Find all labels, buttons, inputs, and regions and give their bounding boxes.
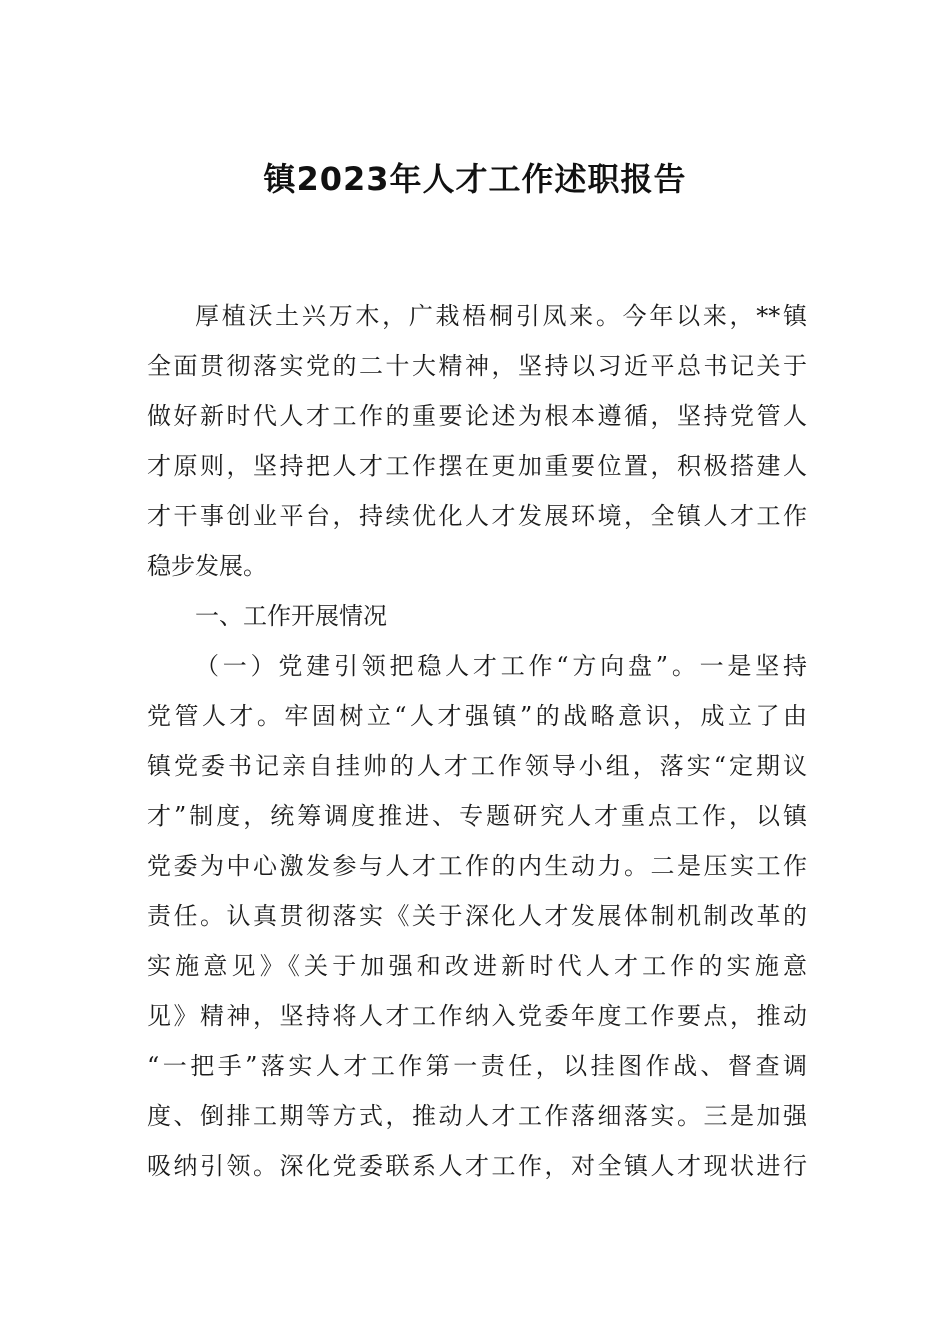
paragraph-line-12: 党委为中心激发参与人才工作的内生动力。二是压实工作 bbox=[147, 852, 807, 880]
paragraph-line-15: 见》精神，坚持将人才工作纳入党委年度工作要点，推动 bbox=[147, 1002, 807, 1030]
section-heading: 一、工作开展情况 bbox=[195, 602, 387, 630]
paragraph-line-3: 做好新时代人才工作的重要论述为根本遵循，坚持党管人 bbox=[147, 402, 807, 430]
paragraph-line-2: 全面贯彻落实党的二十大精神，坚持以习近平总书记关于 bbox=[147, 352, 807, 380]
paragraph-line-4: 才原则，坚持把人才工作摆在更加重要位置，积极搭建人 bbox=[147, 452, 807, 480]
paragraph-line-14: 实施意见》《关于加强和改进新时代人才工作的实施意 bbox=[147, 952, 807, 980]
paragraph-line-13: 责任。认真贯彻落实《关于深化人才发展体制机制改革的 bbox=[147, 902, 807, 930]
paragraph-line-17: 度、倒排工期等方式，推动人才工作落细落实。三是加强 bbox=[147, 1102, 807, 1130]
paragraph-line-6: 稳步发展。 bbox=[147, 552, 267, 580]
paragraph-line-1: 厚植沃土兴万木，广栽梧桐引凤来。今年以来，**镇 bbox=[195, 302, 807, 330]
paragraph-line-5: 才干事创业平台，持续优化人才发展环境，全镇人才工作 bbox=[147, 502, 807, 530]
document-title: 镇2023年人才工作述职报告 bbox=[263, 160, 687, 198]
paragraph-line-9: 党管人才。牢固树立“人才强镇”的战略意识，成立了由 bbox=[147, 702, 807, 730]
paragraph-line-16: “一把手”落实人才工作第一责任，以挂图作战、督查调 bbox=[147, 1052, 807, 1080]
paragraph-line-11: 才”制度，统筹调度推进、专题研究人才重点工作，以镇 bbox=[147, 802, 807, 830]
paragraph-line-10: 镇党委书记亲自挂帅的人才工作领导小组，落实“定期议 bbox=[147, 752, 807, 780]
paragraph-line-18: 吸纳引领。深化党委联系人才工作，对全镇人才现状进行 bbox=[147, 1152, 807, 1180]
paragraph-line-8: （一）党建引领把稳人才工作“方向盘”。一是坚持 bbox=[195, 652, 807, 680]
